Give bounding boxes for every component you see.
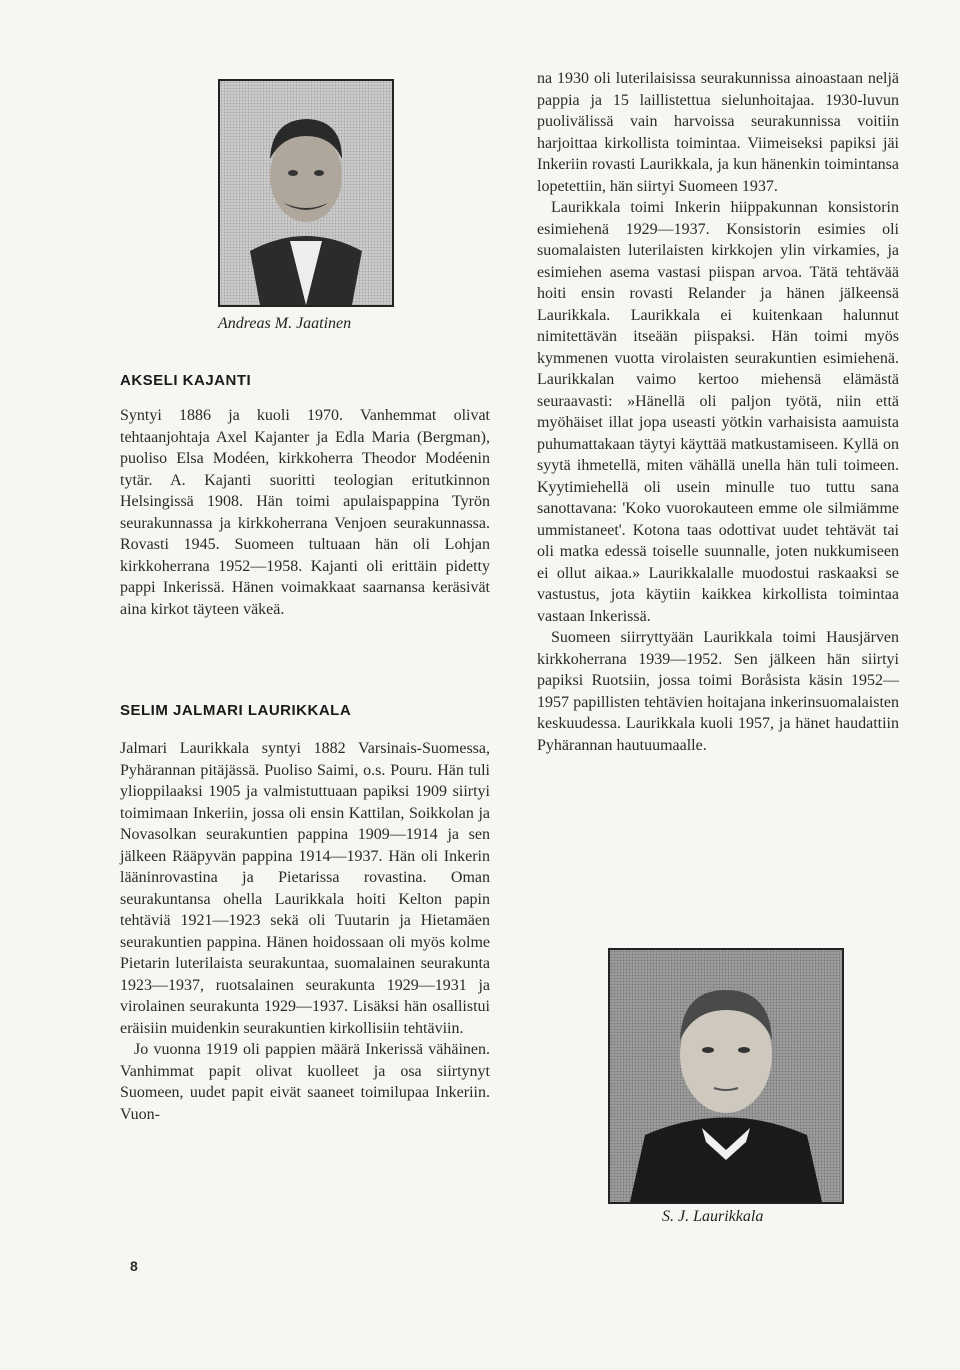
paragraph: Jo vuonna 1919 oli pappien määrä Inkerissä vähäinen. Vanhimmat papit olivat kuolleet ja osa siirtynyt Suomeen, uudet papit eivät saaneet toimilupaa Inkeriin. Vuon- (120, 1041, 490, 1123)
paragraph: na 1930 oli luterilaisissa seurakunnissa ainoastaan neljä pappia ja 15 laillistettua sielunhoitajaa. 1930-luvun puolivälissä vain harvoissa seurakunnissa voitiin harjoittaa kirkollista toimintaa. Viimeiseksi papiksi jäi Inkeriin rovasti Laurikkala, ja kun hänenkin toimintansa lopetettiin, hän siirtyi Suomeen 1937. (537, 70, 899, 195)
page-number: 8 (130, 1258, 138, 1274)
bio-laurikkala-right (537, 68, 899, 756)
bio-laurikkala-left (120, 738, 490, 1125)
portrait-illustration (610, 950, 842, 1202)
paragraph: Syntyi 1886 ja kuoli 1970. Vanhemmat olivat tehtaanjohtaja Axel Kajanter ja Edla Maria (Bergman), puoliso Elsa Modéen, kirkkoherra Theodor Modéenin tytär. A. Kajanti suoritti teologian eritutkinnon Helsingissä 1908. Hän toimi apulaispappina Tyrön seurakunnassa ja kirkkoherrana Venjoen seurakunnassa. Rovasti 1945. Suomeen tultuaan hän oli Lohjan kirkkoherrana 1952—1958. Kajanti oli erittäin pidetty pappi Inkerissä. Hänen voimakkaat saarnansa keräsivät aina kirkot täyteen väkeä. (120, 407, 490, 618)
photo-caption-laurikkala: S. J. Laurikkala (662, 1208, 764, 1225)
section-heading-kajanti: AKSELI KAJANTI (120, 372, 252, 389)
portrait-illustration (220, 81, 392, 305)
portrait-photo-laurikkala (608, 948, 844, 1204)
paragraph: Suomeen siirryttyään Laurikkala toimi Hausjärven kirkkoherrana 1939—1952. Sen jälkeen hän siirtyi papiksi Ruotsiin, jossa toimi Boråsista käsin 1952—1957 papillisten tehtävien hoitajana inkerinsuomalaisten keskuudessa. Laurikkala kuoli 1957, ja hänet haudattiin Pyhärannan hautuumaalle. (537, 629, 899, 754)
paragraph: Jalmari Laurikkala syntyi 1882 Varsinais-Suomessa, Pyhärannan pitäjässä. Puoliso Saimi, o.s. Pouru. Hän tuli ylioppilaaksi 1905 ja valmistuttuaan papiksi 1909 siirtyi toimimaan Inkeriin, jossa oli ensin Kattilan, Soikkolan ja Novasolkan seurakuntien pappina 1909—1914 ja sen jälkeen Rääpyvän pappina 1914—1937. Hän oli Inkerin lääninrovastina ja Pietarissa rovastina. Oman seurakuntansa ohella Laurikkala hoiti Kelton papin tehtäviä 1921—1923 sekä oli Tuutarin ja Hietamäen seurakuntien pappina. Hänen hoidossaan oli myös kolme Pietarin luterilaista seurakuntaa, suomalainen seurakunta 1923—1937, ruotsalainen seurakunta 1929—1931 ja virolainen seurakunta 1929—1937. Lisäksi hän osallistui eräisiin muidenkin seurakuntien kirkollisiin tehtäviin. (120, 740, 490, 1037)
portrait-photo-jaatinen (218, 79, 394, 307)
bio-kajanti (120, 405, 490, 620)
photo-caption-jaatinen: Andreas M. Jaatinen (218, 315, 352, 332)
section-heading-laurikkala: SELIM JALMARI LAURIKKALA (120, 702, 352, 719)
paragraph: Laurikkala toimi Inkerin hiippakunnan konsistorin esimiehenä 1929—1937. Konsistorin esimies oli suomalaisten luterilaisten kirkkojen ylin virkamies, ja esimiehen asema vastasi piispan arvoa. Tätä tehtävää hoiti ensin rovasti Relander ja hänen jälkeensä Laurikkala. Laurikkala ei kuitenkaan halunnut nimitettävän itseään piispaksi. Hän toimi myös kymmenen vuotta virolaisten seurakuntien esimiehenä. Laurikkalan vaimo kertoo miehensä elämästä seuraavasti: »Hänellä oli paljon työtä, niin että myöhäiset illat jopa useasti yötkin varhaisista aamuista puhumattakaan täytyi käyttää matkustamiseen. Kyllä on syytä ihmetellä, miten vähällä unella hän tuli toimeen. Kyytimiehellä oli usein minulle tuo tuttu sana sanottavana: 'Koko vuorokauteen emme ole silmiämme ummistaneet'. Kotona taas odottivat uudet tehtävät tai oli matka edessä toiselle suunnalle, joten nukkumiseen ei ollut aikaa.» Laurikkalalle muodostui raskaaksi se vastustus, jota käytiin kaikkea kirkollista toimintaa vastaan Inkerissä. (537, 199, 899, 625)
